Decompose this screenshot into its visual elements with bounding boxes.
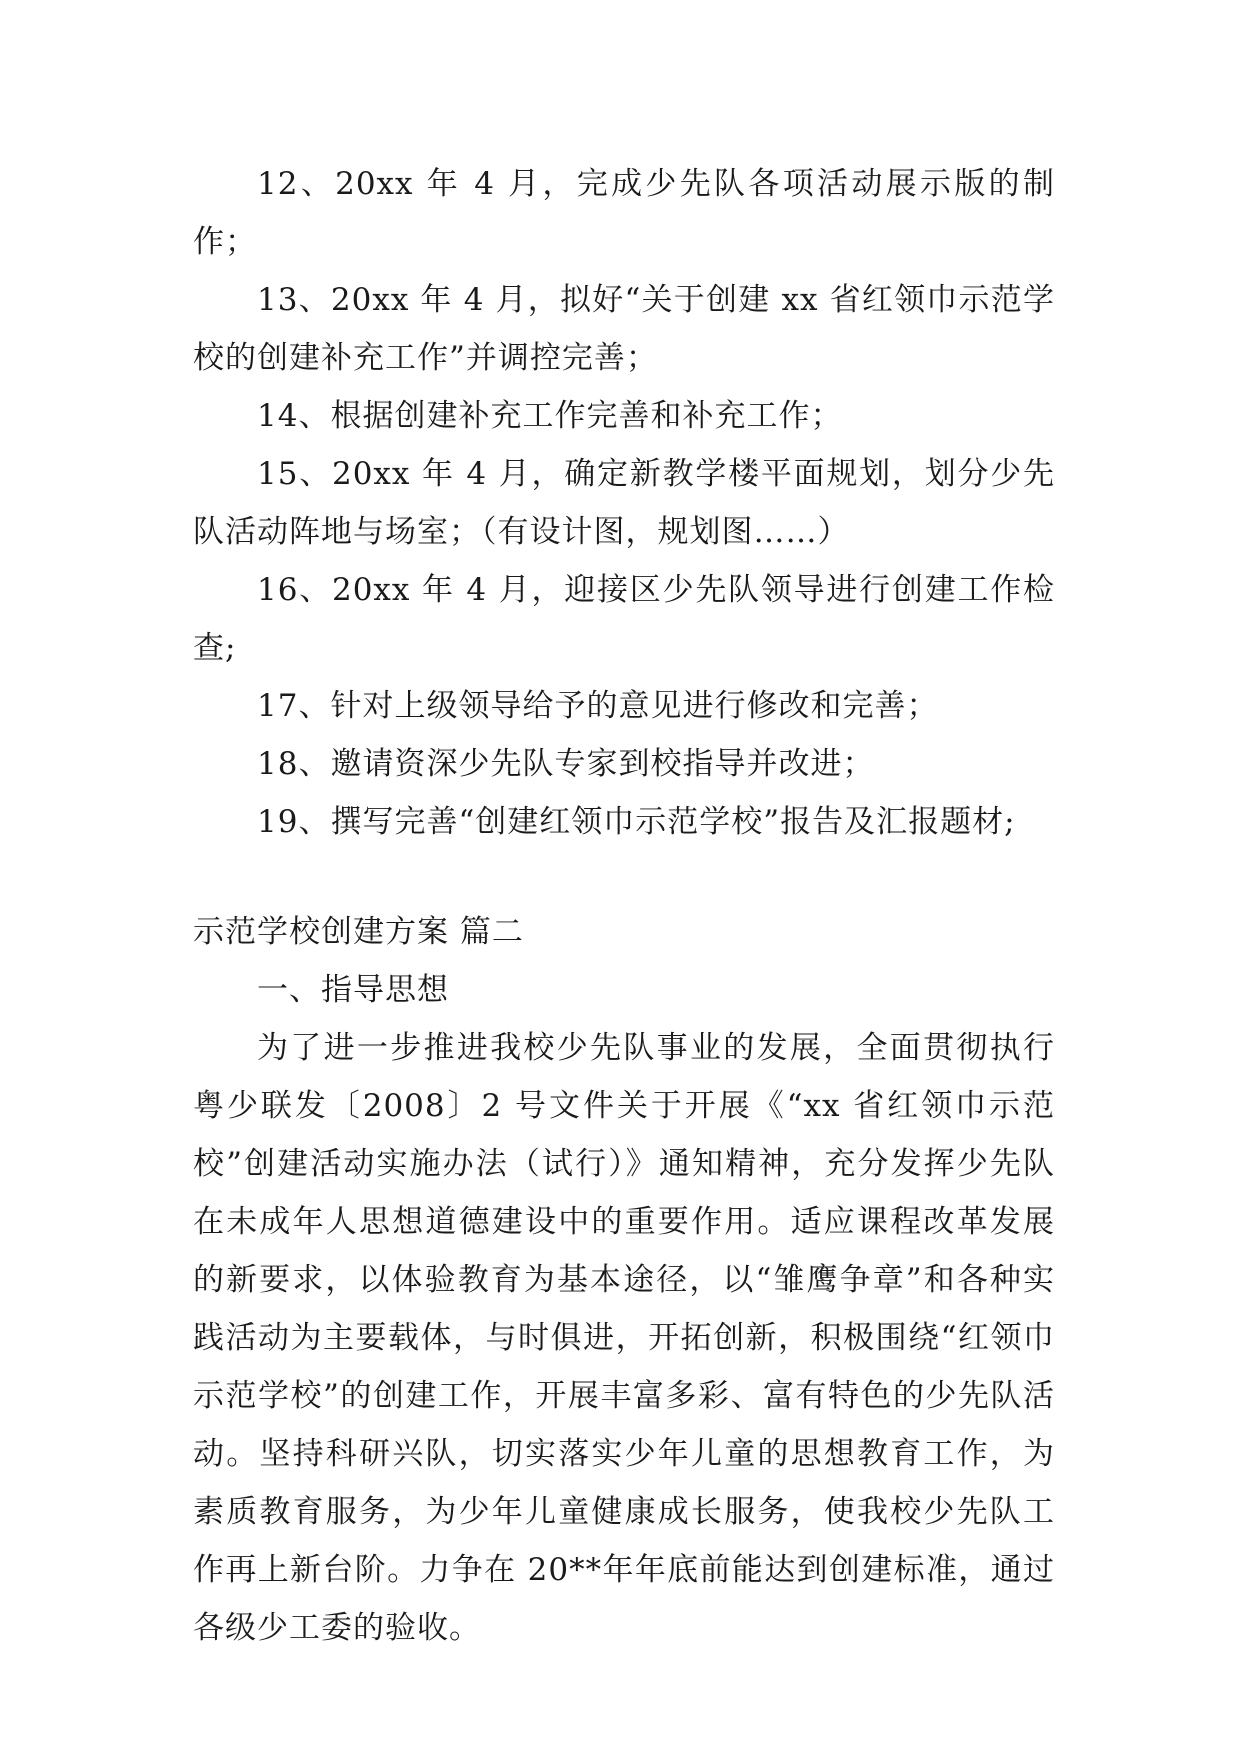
list-item: 17、针对上级领导给予的意见进行修改和完善；: [257, 688, 939, 724]
section-subheading: 一、指导思想: [257, 972, 449, 1008]
list-item: 12、20xx 年 4 月，完成少先队各项活动展示版的制作；: [193, 166, 1055, 260]
document-content: [193, 155, 1055, 1657]
list-item: 14、根据创建补充工作完善和补充工作；: [257, 398, 843, 434]
section-title: 示范学校创建方案 篇二: [193, 914, 524, 950]
list-item: 15、20xx 年 4 月，确定新教学楼平面规划，划分少先队活动阵地与场室；（有设计图，规划图……）: [193, 456, 1055, 550]
list-item: 18、邀请资深少先队专家到校指导并改进；: [257, 746, 875, 782]
list-item: 16、20xx 年 4 月，迎接区少先队领导进行创建工作检查;: [193, 572, 1055, 666]
list-item: 19、撰写完善“创建红领巾示范学校”报告及汇报题材;: [257, 804, 1016, 840]
body-paragraph: 为了进一步推进我校少先队事业的发展，全面贯彻执行粤少联发〔2008〕2 号文件关于开展《“xx 省红领巾示范校”创建活动实施办法（试行）》通知精神，充分发挥少先队在未成年人思想道德建设中的重要作用。适应课程改革发展的新要求，以体验教育为基本途径，以“雏鹰争章”和各种实践活动为主要载体，与时俱进，开拓创新，积极围绕“红领巾示范学校”的创建工作，开展丰富多彩、富有特色的少先队活动。坚持科研兴队，切实落实少年儿童的思想教育工作，为素质教育服务，为少年儿童健康成长服务，使我校少先队工作再上新台阶。力争在 20**年年底前能达到创建标准，通过各级少工委的验收。: [193, 1030, 1055, 1646]
list-item: 13、20xx 年 4 月，拟好“关于创建 xx 省红领巾示范学校的创建补充工作”并调控完善；: [193, 282, 1055, 376]
